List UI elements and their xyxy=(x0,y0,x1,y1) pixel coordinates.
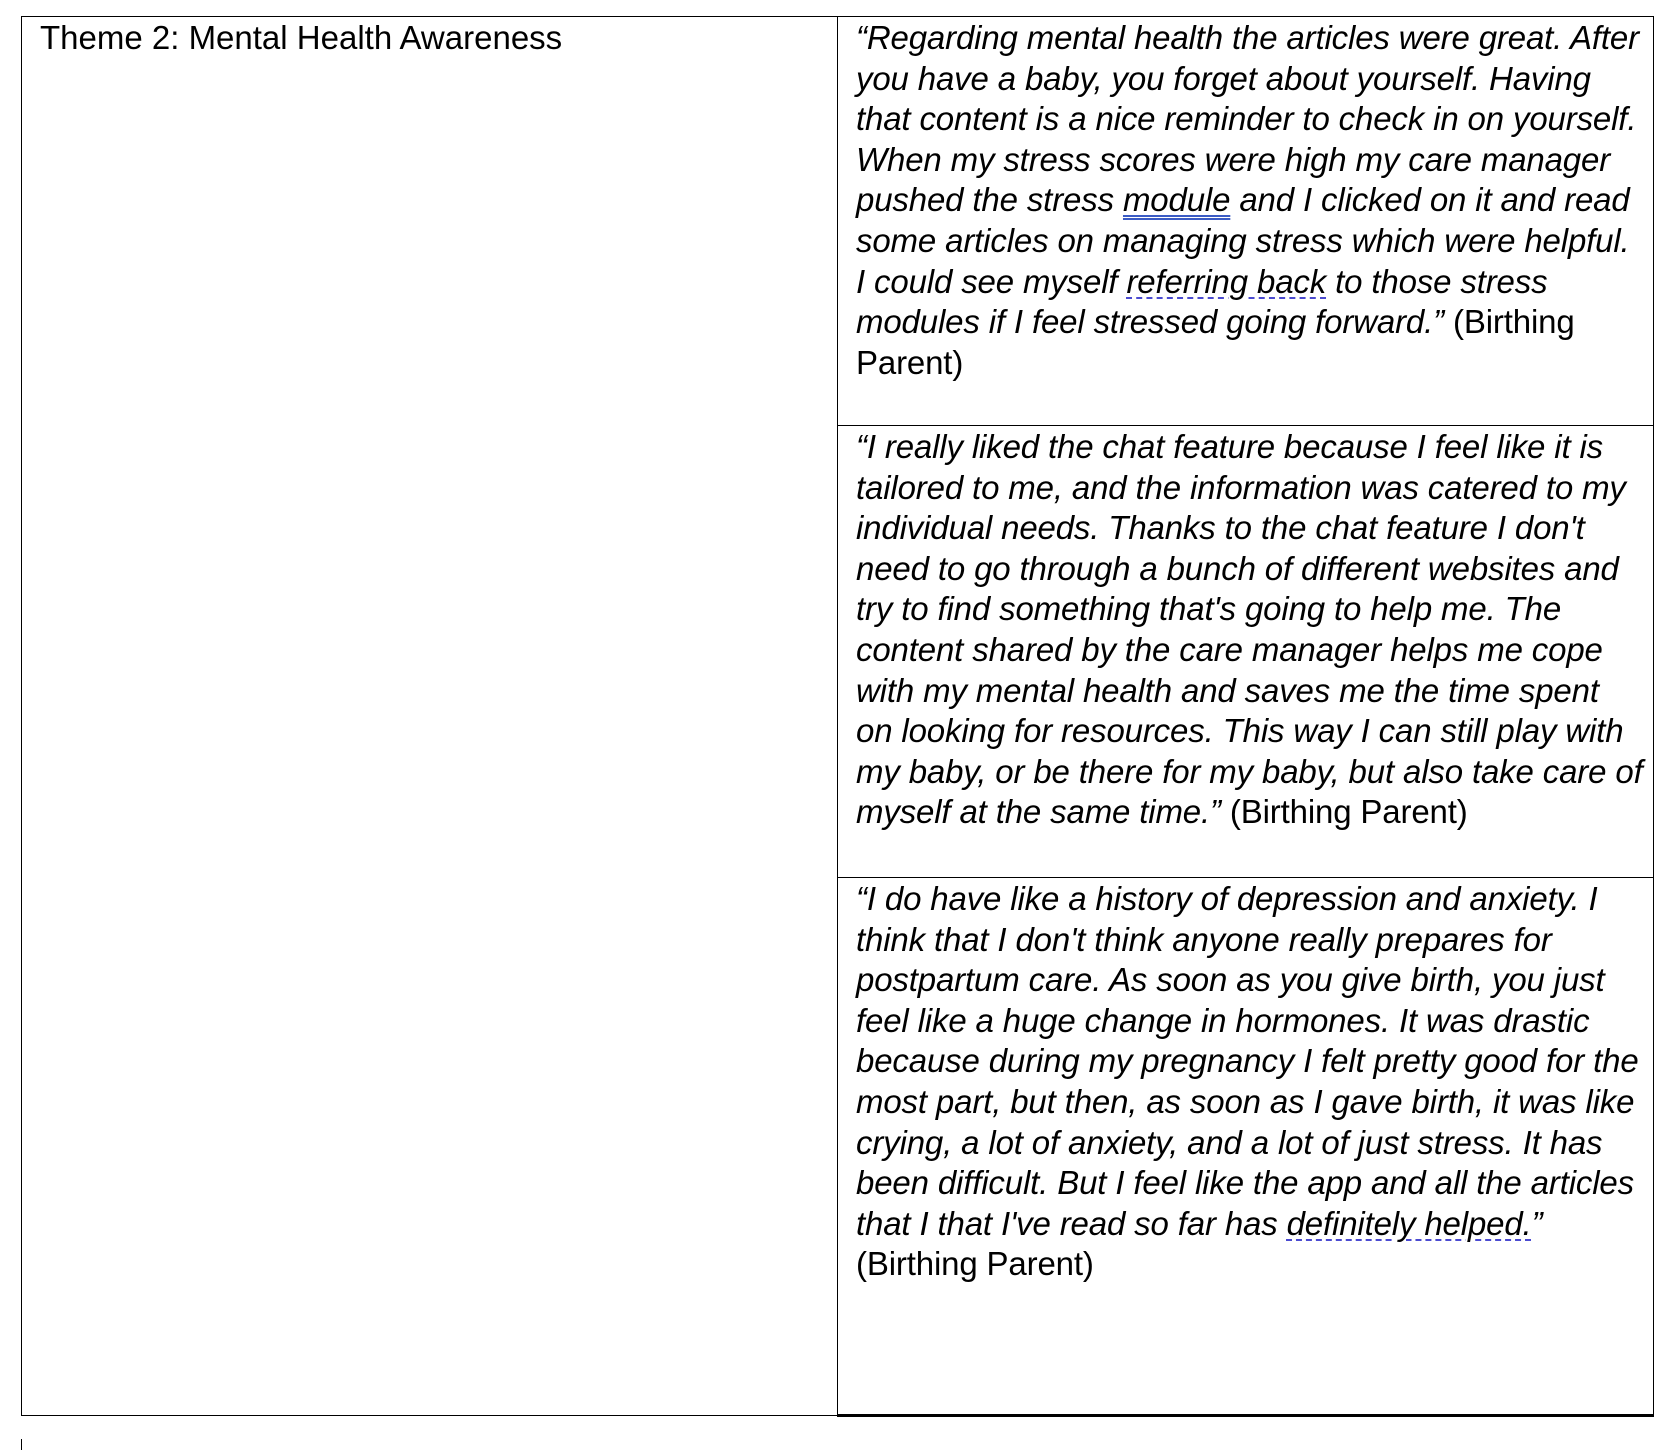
quote-1-grammar-mark-module[interactable]: module xyxy=(1122,181,1231,219)
quote-3 xyxy=(838,878,1653,1285)
quote-1-part-c: to those stress modules if I feel stressed going forward.” xyxy=(856,262,1548,341)
quote-1-part-a: “Regarding mental health the articles were great. After you have a baby, you forget about yourself. Having that content is a nice reminder to check in on yourself. When my stress scores were high my care manager pushed the stress xyxy=(856,19,1639,219)
quote-1 xyxy=(838,17,1653,383)
table-row xyxy=(22,17,1654,426)
quote-cell-3 xyxy=(838,878,1654,1416)
quote-cell-1 xyxy=(838,17,1654,426)
quote-cell-2 xyxy=(838,426,1654,878)
quote-2 xyxy=(838,426,1653,833)
quote-2-text: “I really liked the chat feature because I feel like it is tailored to me, and the information was catered to my individual needs. Thanks to the chat feature I don't need to go through a bunch of different websites and try to find something that's going to help me. The content shared by the care manager helps me cope with my mental health and saves me the time spent on looking for resources. This way I can still play with my baby, or be there for my baby, but also take care of myself at the same time.” xyxy=(856,428,1643,831)
quote-1-text xyxy=(856,19,1639,340)
quote-2-source: (Birthing Parent) xyxy=(1220,793,1468,831)
quote-1-grammar-mark-referring-back[interactable]: referring back xyxy=(1126,262,1327,300)
quote-3-source: (Birthing Parent) xyxy=(856,1245,1094,1283)
quote-3-part-a: “I do have like a history of depression and anxiety. I think that I don't think anyone really prepares for postpartum care. As soon as you give birth, you just feel like a huge change in hormones. It was drastic because during my pregnancy I felt pretty good for the most part, but then, as soon as I gave birth, it was like crying, a lot of anxiety, and a lot of just stress. It has been difficult. But I feel like the app and all the articles that I that I've read so far has xyxy=(856,880,1639,1242)
theme-cell xyxy=(22,17,838,1416)
quote-1-source: (Birthing Parent) xyxy=(856,303,1575,381)
quote-3-text xyxy=(856,880,1639,1242)
text-cursor xyxy=(21,1439,22,1450)
quote-3-part-b: ” xyxy=(1531,1204,1543,1242)
quote-1-part-b: and I clicked on it and read some articles on managing stress which were helpful. I could see myself xyxy=(856,181,1630,300)
quotes-table xyxy=(21,16,1654,1417)
theme-title: Theme 2: Mental Health Awareness xyxy=(40,19,563,56)
quote-3-grammar-mark-definitely-helped[interactable]: definitely helped. xyxy=(1286,1204,1532,1242)
